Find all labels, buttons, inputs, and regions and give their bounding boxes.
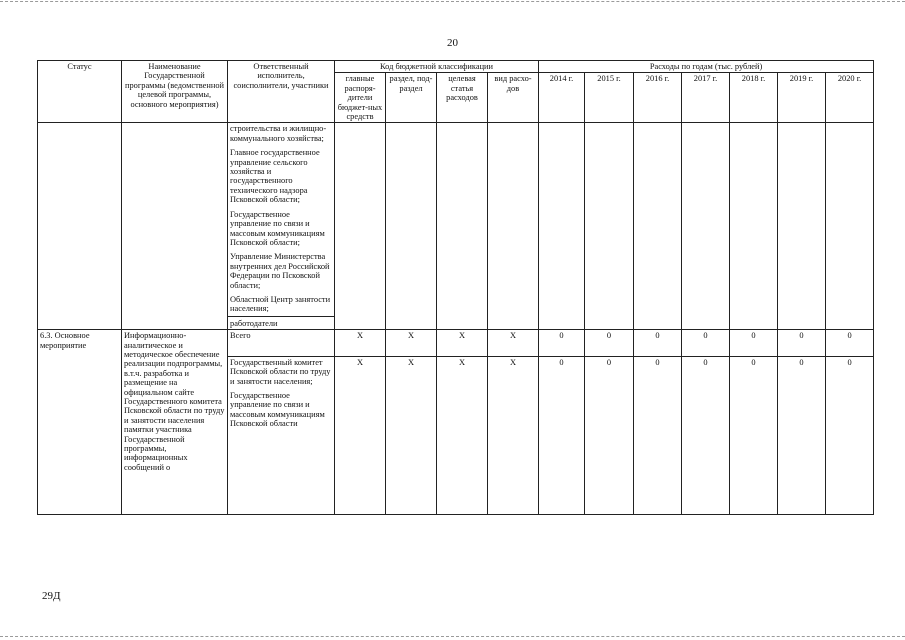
code-main-manager: Х: [335, 330, 386, 357]
participant-item: Областной Центр занятости населения;: [230, 294, 331, 314]
event-total-row: [38, 330, 874, 357]
executor-item: Государственное управление по связи и массовым коммуникациям Псковской области: [230, 390, 325, 429]
value-2019: 0: [778, 330, 826, 357]
cell-divider: [228, 316, 334, 317]
event-name: Информационно-аналитическое и методическое обеспечение реализации подпрограммы, в.т.ч. разработка и размещение на официальном сайте Государственного комитета Псковской области по труду и занятости населения памятки участника Государственной программы, информационных сообщений о: [122, 330, 228, 515]
event-executor-total: Всего: [228, 330, 335, 357]
empty-cell: [826, 123, 874, 330]
value-2020: 0: [826, 356, 874, 514]
header-status: Статус: [38, 61, 122, 123]
empty-cell: [539, 123, 585, 330]
header-year-2014: 2014 г.: [539, 73, 585, 123]
value-2014: 0: [539, 330, 585, 357]
header-target-item: целевая статья расходов: [437, 73, 488, 123]
empty-cell: [682, 123, 730, 330]
header-executor: Ответственный исполнитель, соисполнители, участники: [228, 61, 335, 123]
code-section: Х: [386, 330, 437, 357]
event-executors-cell: [228, 356, 335, 514]
code-expense-type: Х: [488, 330, 539, 357]
scan-edge-bottom: [0, 636, 905, 637]
continuation-executors-cell: [228, 123, 335, 330]
header-expense-type: вид расхо-дов: [488, 73, 539, 123]
header-year-2020: 2020 г.: [826, 73, 874, 123]
header-year-2016: 2016 г.: [634, 73, 682, 123]
header-program-name: Наименование Государственной программы (ведомственной целевой программы, основного мероприятия): [122, 61, 228, 123]
empty-cell: [335, 123, 386, 330]
value-2015: 0: [585, 330, 634, 357]
header-year-2019: 2019 г.: [778, 73, 826, 123]
empty-cell: [778, 123, 826, 330]
code-main-manager: Х: [335, 356, 386, 514]
value-2019: 0: [778, 356, 826, 514]
continuation-name-cell: [122, 123, 228, 330]
empty-cell: [634, 123, 682, 330]
empty-cell: [585, 123, 634, 330]
header-main-manager: главные распоря-дители бюджет-ных средств: [335, 73, 386, 123]
header-year-2015: 2015 г.: [585, 73, 634, 123]
value-2018: 0: [730, 330, 778, 357]
code-target-item: Х: [437, 356, 488, 514]
participant-item: Главное государственное управление сельского хозяйства и государственного технического надзора Псковской области;: [230, 148, 320, 205]
executor-item: Государственный комитет Псковской области по труду и занятости населения;: [230, 357, 331, 386]
page-code: 29Д: [42, 590, 61, 602]
value-2015: 0: [585, 356, 634, 514]
value-2017: 0: [682, 356, 730, 514]
scan-edge-top: [0, 1, 905, 2]
header-expenses: Расходы по годам (тыс. рублей): [539, 61, 874, 73]
code-section: Х: [386, 356, 437, 514]
value-2018: 0: [730, 356, 778, 514]
participant-item: работодатели: [230, 318, 278, 328]
event-status: 6.3. Основное мероприятие: [38, 330, 122, 515]
value-2017: 0: [682, 330, 730, 357]
empty-cell: [386, 123, 437, 330]
value-2020: 0: [826, 330, 874, 357]
budget-table: [37, 60, 874, 515]
empty-cell: [730, 123, 778, 330]
code-target-item: Х: [437, 330, 488, 357]
empty-cell: [437, 123, 488, 330]
page-number: 20: [447, 37, 458, 49]
value-2016: 0: [634, 330, 682, 357]
continuation-status-cell: [38, 123, 122, 330]
header-budget-code: Код бюджетной классификации: [335, 61, 539, 73]
header-section: раздел, под-раздел: [386, 73, 437, 123]
value-2016: 0: [634, 356, 682, 514]
participant-item: Управление Министерства внутренних дел Российской Федерации по Псковской области;: [230, 252, 330, 290]
continuation-row: [38, 123, 874, 330]
header-year-2018: 2018 г.: [730, 73, 778, 123]
code-expense-type: Х: [488, 356, 539, 514]
empty-cell: [488, 123, 539, 330]
header-year-2017: 2017 г.: [682, 73, 730, 123]
participant-item: Государственное управление по связи и массовым коммуникациям Псковской области;: [230, 209, 325, 247]
value-2014: 0: [539, 356, 585, 514]
participant-item: строительства и жилищно-коммунального хозяйства;: [230, 124, 327, 143]
table-header: [38, 61, 874, 123]
